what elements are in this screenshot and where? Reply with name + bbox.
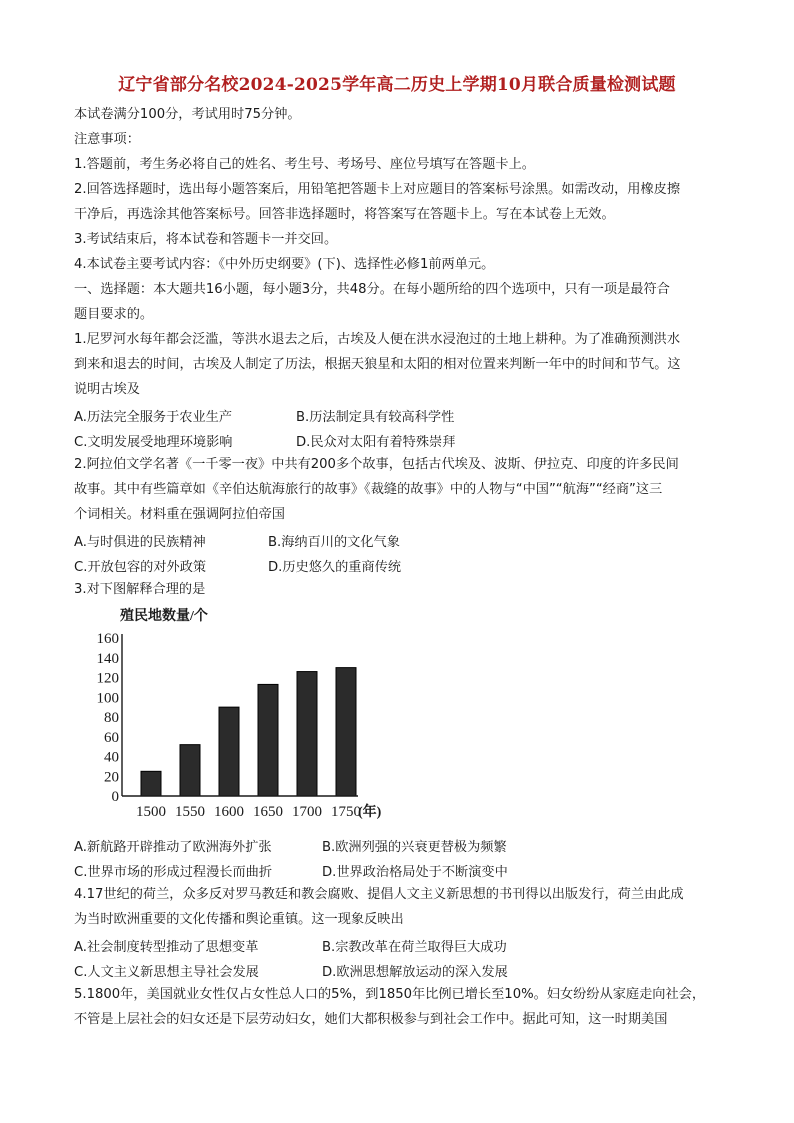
q3-stem: 3.对下图解释合理的是 [74,582,206,597]
q4-option-b: B.宗教改革在荷兰取得巨大成功 [322,940,507,955]
q1-stem-line3: 说明古埃及 [74,382,140,397]
notice-item-1: 1.答题前，考生务必将自己的姓名、考生号、考场号、座位号填写在答题卡上。 [74,157,535,172]
q2-stem-line3: 个词相关。材料重在强调阿拉伯帝国 [74,507,285,522]
q5-stem-line1: 5.1800年，美国就业女性仅占女性总人口的5%，到1850年比例已增长至10%。妇女纷纷从家庭走向社会， [74,987,706,1002]
q2-stem-line2: 故事。其中有些篇章如《辛伯达航海旅行的故事》《裁缝的故事》中的人物与“中国”“航海”“经商”这三 [74,482,663,497]
chart-x-axis-label: (年) [358,805,382,820]
chart-y-tick-label: 140 [96,650,119,667]
chart-x-tick-label: 1750 [331,804,361,820]
chart-y-tick-label: 120 [96,670,119,687]
q3-option-b: B.欧洲列强的兴衰更替极为频繁 [322,840,507,855]
page-title: 辽宁省部分名校2024-2025学年高二历史上学期10月联合质量检测试题 [118,75,676,95]
chart-bars [141,668,356,796]
q2-option-c: C.开放包容的对外政策 [74,560,207,575]
q1-option-d: D.民众对太阳有着特殊崇拜 [296,435,456,450]
q4-option-c: C.人文主义新思想主导社会发展 [74,965,259,980]
section-heading-line1: 一、选择题：本大题共16小题，每小题3分，共48分。在每小题所给的四个选项中，只有一项是最符合 [74,282,670,297]
intro-score-line: 本试卷满分100分，考试用时75分钟。 [74,107,301,122]
chart-y-ticks [97,631,120,805]
chart-bar [336,668,356,796]
q2-option-a: A.与时俱进的民族精神 [74,535,206,550]
q1-option-b: B.历法制定具有较高科学性 [296,410,455,425]
q1-stem-line1: 1.尼罗河水每年都会泛滥，等洪水退去之后，古埃及人便在洪水浸泡过的土地上耕种。为了准确预测洪水 [74,332,681,347]
q1-stem-line2: 到来和退去的时间，古埃及人制定了历法，根据天狼星和太阳的相对位置来判断一年中的时间和节气。这 [74,357,681,372]
chart-x-tick-label: 1600 [214,804,244,820]
chart-y-tick-label: 160 [96,631,119,647]
q3-option-c: C.世界市场的形成过程漫长而曲折 [74,865,273,880]
chart-bar [141,771,161,796]
q1-option-a: A.历法完全服务于农业生产 [74,410,233,425]
q2-option-d: D.历史悠久的重商传统 [268,560,402,575]
q2-option-b: B.海纳百川的文化气象 [268,535,400,550]
chart-x-tick-label: 1700 [292,804,322,820]
notice-item-3: 3.考试结束后，将本试卷和答题卡一并交回。 [74,232,338,247]
q3-option-d: D.世界政治格局处于不断演变中 [322,865,508,880]
chart-y-tick-label: 100 [96,690,119,707]
chart-y-tick-label: 60 [104,729,119,746]
notice-heading: 注意事项： [74,132,140,147]
notice-item-4: 4.本试卷主要考试内容：《中外历史纲要》(下)、选择性必修1前两单元。 [74,257,495,272]
q3-option-a: A.新航路开辟推动了欧洲海外扩张 [74,840,272,855]
q4-option-d: D.欧洲思想解放运动的深入发展 [322,965,508,980]
chart-y-tick-label: 20 [104,769,119,786]
chart-x-tick-label: 1650 [253,804,283,820]
chart-x-tick-label: 1500 [136,804,166,820]
chart-y-tick-label: 40 [104,749,119,766]
chart-y-tick-label: 0 [111,789,119,805]
q2-stem-line1: 2.阿拉伯文学名著《一千零一夜》中共有200多个故事，包括古代埃及、波斯、伊拉克、印度的许多民间 [74,457,679,472]
chart-x-ticks [136,804,361,820]
q5-stem-line2: 不管是上层社会的妇女还是下层劳动妇女，她们大都积极参与到社会工作中。据此可知，这一时期美国 [74,1012,668,1027]
chart-bar [219,707,239,796]
q4-stem-line2: 为当时欧洲重要的文化传播和舆论重镇。这一现象反映出 [74,912,404,927]
chart-x-tick-label: 1550 [175,804,205,820]
notice-item-2-line2: 干净后，再选涂其他答案标号。回答非选择题时，将答案写在答题卡上。写在本试卷上无效。 [74,207,615,222]
q4-option-a: A.社会制度转型推动了思想变革 [74,940,259,955]
chart-bar [297,672,317,796]
chart-y-tick-label: 80 [104,710,119,726]
notice-item-2-line1: 2.回答选择题时，选出每小题答案后，用铅笔把答题卡上对应题目的答案标号涂黑。如需改动，用橡皮擦 [74,182,681,197]
q1-option-c: C.文明发展受地理环境影响 [74,435,233,450]
q4-stem-line1: 4.17世纪的荷兰，众多反对罗马教廷和教会腐败、提倡人文主义新思想的书刊得以出版发行，荷兰由此成 [74,887,684,902]
chart-y-axis-label: 殖民地数量/个 [120,609,208,624]
section-heading-line2: 题目要求的。 [74,307,154,322]
chart-bar [258,684,278,796]
colony-count-bar-chart [96,606,402,828]
chart-bar [180,745,200,796]
